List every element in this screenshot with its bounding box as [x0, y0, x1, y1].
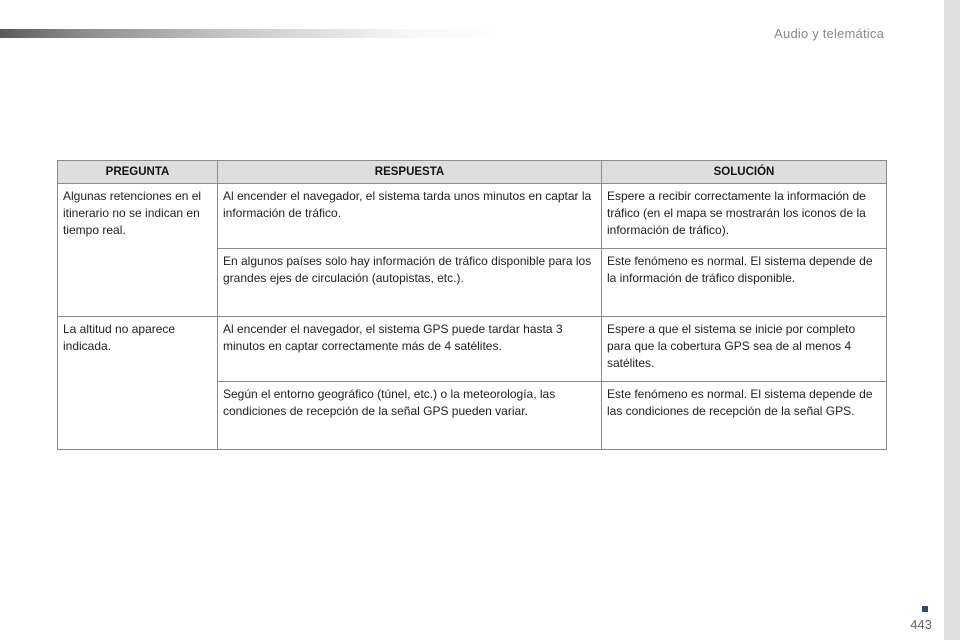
- table-row: [58, 184, 887, 249]
- answer-cell: Al encender el navegador, el sistema GPS puede tardar hasta 3 minutos en captar correctamente más de 4 satélites.: [218, 317, 602, 382]
- table-header-row: [58, 161, 887, 184]
- section-title: Audio y telemática: [774, 26, 884, 41]
- question-cell: La altitud no aparece indicada.: [58, 317, 218, 450]
- faq-table: [57, 160, 887, 450]
- solution-cell: Este fenómeno es normal. El sistema depende de la información de tráfico disponible.: [602, 249, 887, 317]
- header-gradient-bar: [0, 29, 520, 38]
- page-edge-strip: [944, 0, 960, 640]
- table-row: [58, 317, 887, 382]
- answer-cell: Según el entorno geográfico (túnel, etc.) o la meteorología, las condiciones de recepción de la señal GPS pueden variar.: [218, 382, 602, 450]
- question-cell: Algunas retenciones en el itinerario no se indican en tiempo real.: [58, 184, 218, 317]
- column-header-solucion: SOLUCIÓN: [602, 161, 887, 184]
- page-number: 443: [910, 617, 932, 632]
- solution-cell: Espere a que el sistema se inicie por completo para que la cobertura GPS sea de al menos 4 satélites.: [602, 317, 887, 382]
- column-header-respuesta: RESPUESTA: [218, 161, 602, 184]
- column-header-pregunta: PREGUNTA: [58, 161, 218, 184]
- solution-cell: Este fenómeno es normal. El sistema depende de las condiciones de recepción de la señal GPS.: [602, 382, 887, 450]
- page-marker-square: [922, 606, 928, 612]
- solution-cell: Espere a recibir correctamente la información de tráfico (en el mapa se mostrarán los iconos de la información de tráfico).: [602, 184, 887, 249]
- answer-cell: Al encender el navegador, el sistema tarda unos minutos en captar la información de tráfico.: [218, 184, 602, 249]
- answer-cell: En algunos países solo hay información de tráfico disponible para los grandes ejes de circulación (autopistas, etc.).: [218, 249, 602, 317]
